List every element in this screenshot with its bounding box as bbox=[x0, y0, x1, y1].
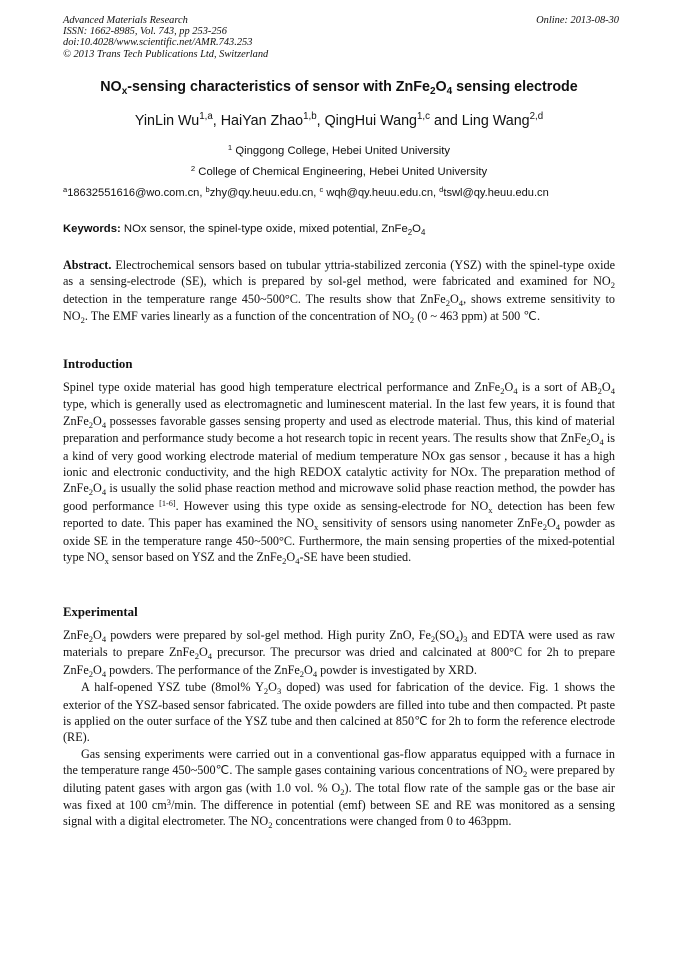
affiliation-1: $^1$ Qinggong College, Hebei United University bbox=[227, 143, 451, 157]
journal-name: Advanced Materials Research bbox=[63, 15, 188, 26]
paper-title: $NO_x$-sensing characteristics of sensor with $ZnFe_2O_4$ sensing electrode bbox=[100, 79, 578, 97]
affiliation-2: $^2$ College of Chemical Engineering, Hebei United University bbox=[190, 164, 488, 178]
experimental-paragraph-2: A half-opened YSZ tube (8mol% $Y_2O_3$ doped) was used for fabrication of the device. Fig. 1 shows the exterior of the YSZ-based sensor fabricated. The oxide powders are filled into tube and then compacted. Pt paste is applied on the outer surface of the YSZ tube and then calcined at 850℃ for 2h to form the reference electrode (RE). bbox=[63, 680, 615, 745]
introduction-paragraph: Spinel type oxide material has good high temperature electrical performance and $ZnFe_2O_4$ is a sort of $AB_2O_4$ type, which is generally used as electromagnetic and luminescent material. In the last few years, it is found that $ZnFe_2O_4$ possesses favorable gasses sensing property and used as electrode material. Thus, this kind of material preparation and performance study become a hot research topic in recent years. The results show that $ZnFe_2O_4$ is a kind of very good working electrode material of medium temperature NOx gas sensor , because it has a high ionic and electronic conductivity, and the high REDOX catalytic activity for NOx. The preparation method of $ZnFe_2O_4$ is usually the solid phase reaction method and microwave solid phase reaction method, the powder has good performance [1-6]. However using this type oxide as sensing-electrode for $NO_x$ detection has been few reported to date. This paper has examined the $NO_x$ sensitivity of sensors using nanometer $ZnFe_2O_4$ powder as oxide SE in the temperature range 450~500°C. Furthermore, the main sensing properties of the mixed-potential type $NO_x$ sensor based on YSZ and the $ZnFe_2O_4-SE$ have been studied. bbox=[63, 380, 616, 567]
experimental-paragraph-1: $ZnFe_2O_4$ powders were prepared by sol-gel method. High purity ZnO, $Fe_2(SO_4)_3$ and EDTA were used as raw materials to prepare $ZnFe_2O_4$ precursor. The precursor was dried and calcinated at 800°C for 2h to prepare $ZnFe_2O_4$ powders. The performance of the $ZnFe_2O_4$ powder is investigated by XRD. bbox=[63, 628, 616, 679]
author-list: YinLin Wu$^{1,a}$, HaiYan Zhao$^{1,b}$, QingHui Wang$^{1,c}$ and Ling Wang$^{2,d}$ bbox=[134, 111, 544, 129]
online-date: Online: 2013-08-30 bbox=[536, 15, 619, 26]
author-emails: $^a$18632551616@wo.com.cn, $^b$zhy@qy.heuu.edu.cn, $^c$ wqh@qy.heuu.edu.cn, $^d$tswl@qy.heuu.edu.cn bbox=[63, 185, 549, 199]
section-heading-experimental: Experimental bbox=[63, 605, 138, 619]
experimental-paragraphs bbox=[63, 627, 615, 831]
journal-header bbox=[63, 15, 619, 60]
abstract: Abstract. Electrochemical sensors based on tubular yttria-stabilized zerconia (YSZ) with the spinel-type oxide as a sensing-electrode (SE), which is prepared by sol-gel method, were fabricated and examined for $NO_2$ detection in the temperature range 450~500°C. The results show that $ZnFe_2O_4$, shows extreme sensitivity to $NO_2$. The EMF varies linearly as a function of the concentration of $NO_2$ (0 ~ 463 ppm) at 500 ℃. bbox=[63, 258, 615, 326]
experimental-paragraph-3: Gas sensing experiments were carried out in a conventional gas-flow apparatus equipped with a furnace in the temperature range 450~500℃. The sample gases containing various concentrations of $NO_2$ were prepared by diluting patent gases with argon gas (with 1.0 vol. % $O_2$). The total flow rate of the sample gas or the base air was fixed at 100 $cm^3/\min$. The difference in potential (emf) between SE and RE was monitored as a sensing signal with a digital electrometer. The $NO_2$ concentrations were changed from 0 to 463ppm. bbox=[63, 746, 615, 831]
keywords: Keywords: NOx sensor, the spinel-type oxide, mixed potential, $ZnFe_2O_4$ bbox=[63, 223, 426, 237]
section-heading-introduction: Introduction bbox=[63, 357, 133, 371]
issn: ISSN: 1662-8985, Vol. 743, pp 253-256 bbox=[63, 26, 227, 38]
copyright: © 2013 Trans Tech Publications Ltd, Switzerland bbox=[63, 48, 269, 60]
doi: doi:10.4028/www.scientific.net/AMR.743.253 bbox=[63, 37, 253, 49]
